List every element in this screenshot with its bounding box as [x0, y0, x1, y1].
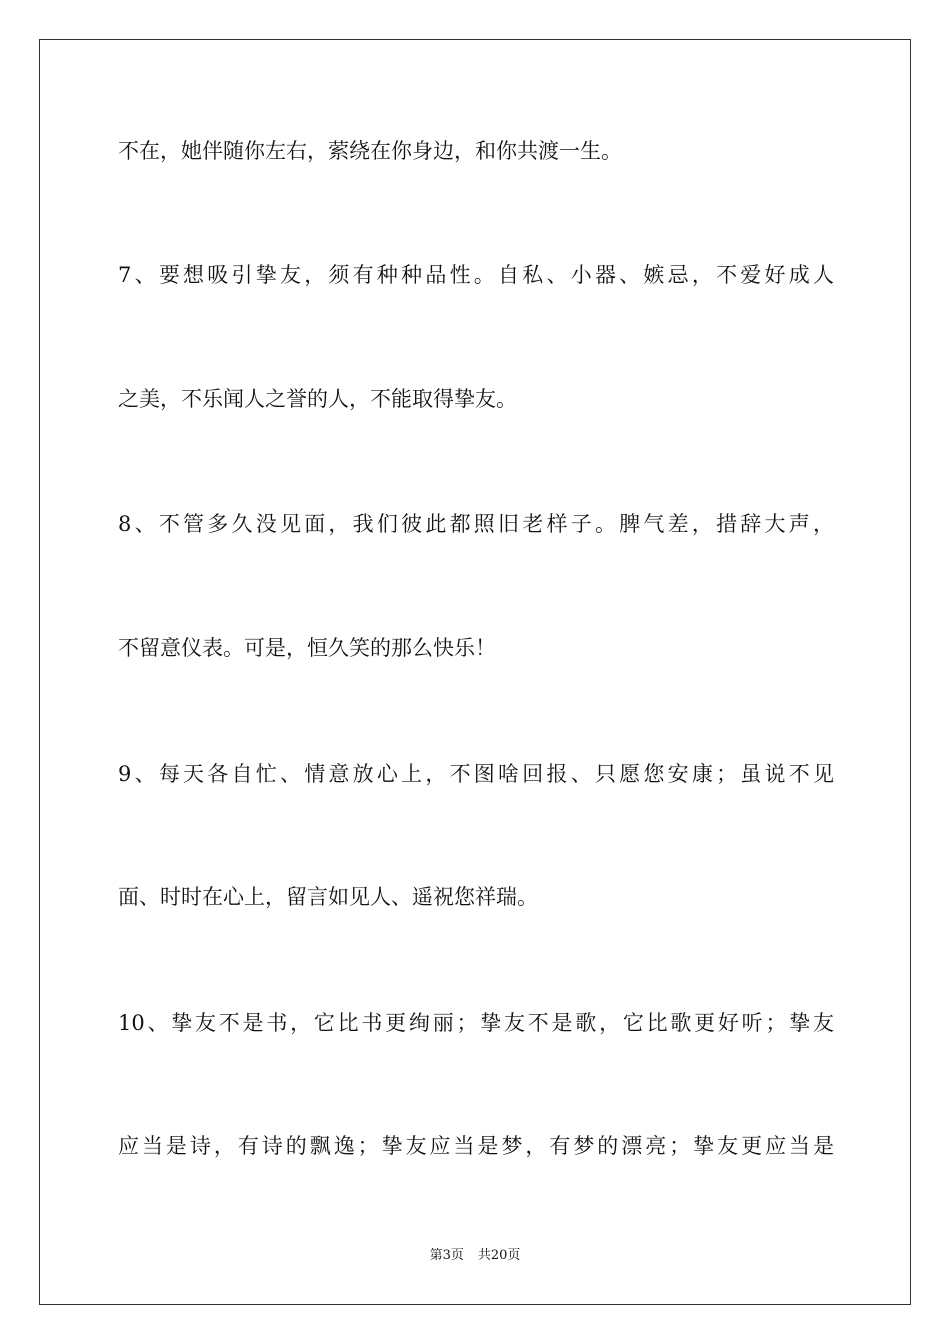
page-number: 第3页: [429, 1248, 464, 1263]
page-total: 共20页: [477, 1248, 521, 1263]
text-line: 8、不管多久没见面，我们彼此都照旧老样子。脾气差，措辞大声，: [118, 512, 834, 536]
text-line: 9、每天各自忙、情意放心上，不图啥回报、只愿您安康；虽说不见: [118, 762, 834, 786]
text-line: 不在，她伴随你左右，萦绕在你身边，和你共渡一生。: [118, 139, 622, 163]
text-line: 面、时时在心上，留言如见人、遥祝您祥瑞。: [118, 885, 538, 909]
page-footer: [0, 1246, 950, 1266]
text-line: 不留意仪表。可是，恒久笑的那么快乐！: [118, 636, 496, 660]
page-border: [39, 39, 911, 1305]
text-line: 10、挚友不是书，它比书更绚丽；挚友不是歌，它比歌更好听；挚友: [118, 1011, 834, 1035]
text-line: 之美，不乐闻人之誉的人，不能取得挚友。: [118, 387, 517, 411]
text-line: 应当是诗，有诗的飘逸；挚友应当是梦，有梦的漂亮；挚友更应当是: [118, 1134, 834, 1158]
text-line: 7、要想吸引挚友，须有种种品性。自私、小器、嫉忌，不爱好成人: [118, 263, 834, 287]
